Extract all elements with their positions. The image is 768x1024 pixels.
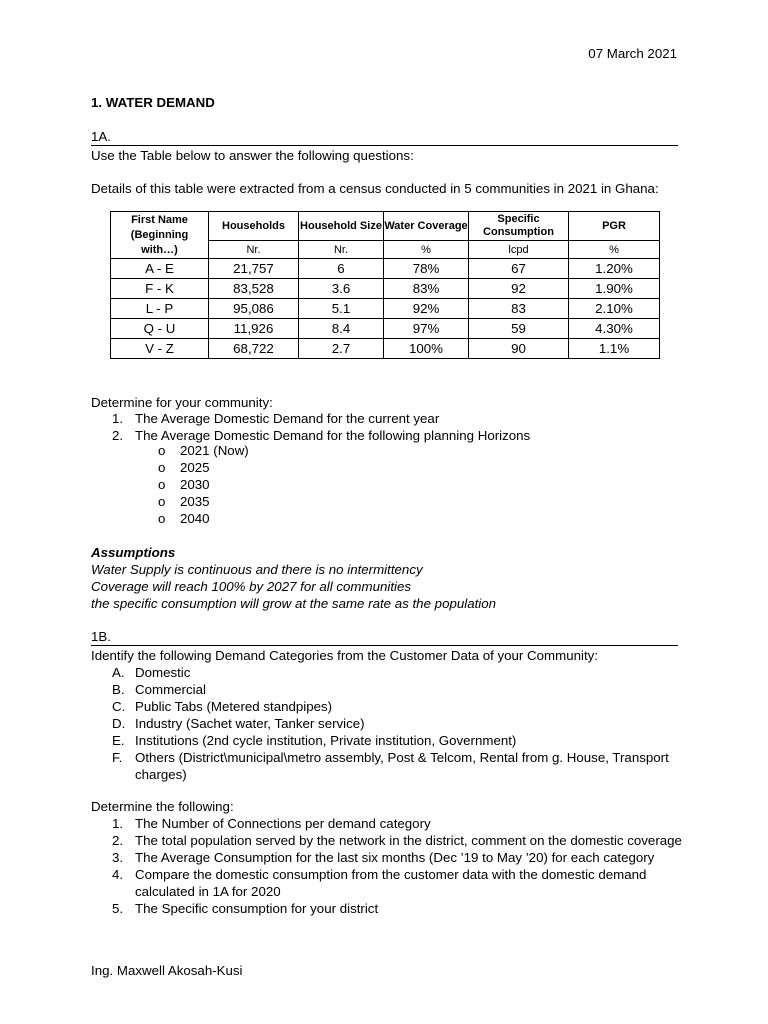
list-item: 1. The Average Domestic Demand for the current year (112, 411, 440, 426)
list-item: 4. Compare the domestic consumption from the customer data with the domestic demand calculated in 1A for 2020 (112, 867, 647, 899)
table-cell: 95,086 (209, 299, 299, 319)
table-cell: A - E (111, 259, 209, 279)
assumptions-title: Assumptions (91, 545, 176, 560)
table-unit: % (384, 241, 469, 259)
categories-list (91, 664, 691, 783)
table-cell: 1.1% (569, 339, 660, 359)
author-footer: Ing. Maxwell Akosah-Kusi (91, 963, 243, 978)
table-cell: 1.20% (569, 259, 660, 279)
table-cell: L - P (111, 299, 209, 319)
document-date: 07 March 2021 (588, 46, 677, 61)
list-item: 2. The total population served by the network in the district, comment on the domestic coverage (112, 833, 682, 848)
table-cell: 11,926 (209, 319, 299, 339)
list-item: o 2040 (158, 511, 210, 526)
table-cell: 21,757 (209, 259, 299, 279)
assumption-item: Coverage will reach 100% by 2027 for all communities (91, 579, 412, 594)
list-item: E. Institutions (2nd cycle institution, Private institution, Government) (112, 733, 517, 748)
table-row (111, 279, 660, 299)
determine-title-1b: Determine the following: (91, 799, 234, 814)
section-1a-intro: Use the Table below to answer the following questions: (91, 148, 414, 163)
list-item: C. Public Tabs (Metered standpipes) (112, 699, 333, 714)
section-1a-label: 1A. (91, 128, 678, 146)
table-cell: 97% (384, 319, 469, 339)
tasks-list-1b (91, 815, 691, 917)
list-item: o 2030 (158, 477, 210, 492)
table-cell: 90 (469, 339, 569, 359)
table-cell: 67 (469, 259, 569, 279)
table-cell: F - K (111, 279, 209, 299)
list-item: F. Others (District\municipal\metro assembly, Post & Telcom, Rental from g. House, Transport charges) (112, 750, 669, 782)
table-cell: 5.1 (299, 299, 384, 319)
census-table (110, 211, 660, 359)
table-header-first-name: First Name (Beginning with…) (111, 212, 209, 259)
table-row (111, 319, 660, 339)
table-cell: 83 (469, 299, 569, 319)
tasks-list-1a (91, 410, 530, 444)
table-header-households: Households (209, 212, 299, 241)
table-cell: Q - U (111, 319, 209, 339)
table-header-water-coverage: Water Coverage (384, 212, 469, 241)
table-cell: V - Z (111, 339, 209, 359)
list-item: D. Industry (Sachet water, Tanker service) (112, 716, 365, 731)
assumption-item: Water Supply is continuous and there is no intermittency (91, 562, 423, 577)
section-1a-source: Details of this table were extracted from a census conducted in 5 communities in 2021 in Ghana: (91, 181, 659, 196)
table-header-household-size: Household Size (299, 212, 384, 241)
table-cell: 100% (384, 339, 469, 359)
list-item: 5. The Specific consumption for your district (112, 901, 379, 916)
list-item: A. Domestic (112, 665, 191, 680)
table-unit: Nr. (299, 241, 384, 259)
table-row (111, 299, 660, 319)
table-row (111, 339, 660, 359)
determine-title-1a: Determine for your community: (91, 395, 273, 410)
list-item: o 2025 (158, 460, 210, 475)
table-cell: 59 (469, 319, 569, 339)
table-cell: 1.90% (569, 279, 660, 299)
table-header-specific-consumption: Specific Consumption (469, 212, 569, 241)
table-cell: 3.6 (299, 279, 384, 299)
assumption-item: the specific consumption will grow at the same rate as the population (91, 596, 497, 611)
list-item: 1. The Number of Connections per demand category (112, 816, 431, 831)
table-cell: 8.4 (299, 319, 384, 339)
list-item: B. Commercial (112, 682, 206, 697)
list-item: 3. The Average Consumption for the last six months (Dec ’19 to May ’20) for each category (112, 850, 655, 865)
horizons-list (91, 442, 249, 527)
table-cell: 78% (384, 259, 469, 279)
list-item: o 2021 (Now) (158, 443, 249, 458)
table-row (111, 259, 660, 279)
table-unit: Nr. (209, 241, 299, 259)
table-cell: 83,528 (209, 279, 299, 299)
table-cell: 92% (384, 299, 469, 319)
table-header-pgr: PGR (569, 212, 660, 241)
table-cell: 4.30% (569, 319, 660, 339)
table-cell: 6 (299, 259, 384, 279)
table-cell: 83% (384, 279, 469, 299)
table-cell: 68,722 (209, 339, 299, 359)
section-heading: 1. WATER DEMAND (91, 95, 215, 110)
list-item: o 2035 (158, 494, 210, 509)
section-1b-intro: Identify the following Demand Categories from the Customer Data of your Community: (91, 648, 598, 663)
table-cell: 2.10% (569, 299, 660, 319)
table-cell: 2.7 (299, 339, 384, 359)
table-cell: 92 (469, 279, 569, 299)
list-item: 2. The Average Domestic Demand for the following planning Horizons (112, 428, 531, 443)
section-1b-label: 1B. (91, 628, 678, 646)
table-unit: % (569, 241, 660, 259)
table-unit: lcpd (469, 241, 569, 259)
